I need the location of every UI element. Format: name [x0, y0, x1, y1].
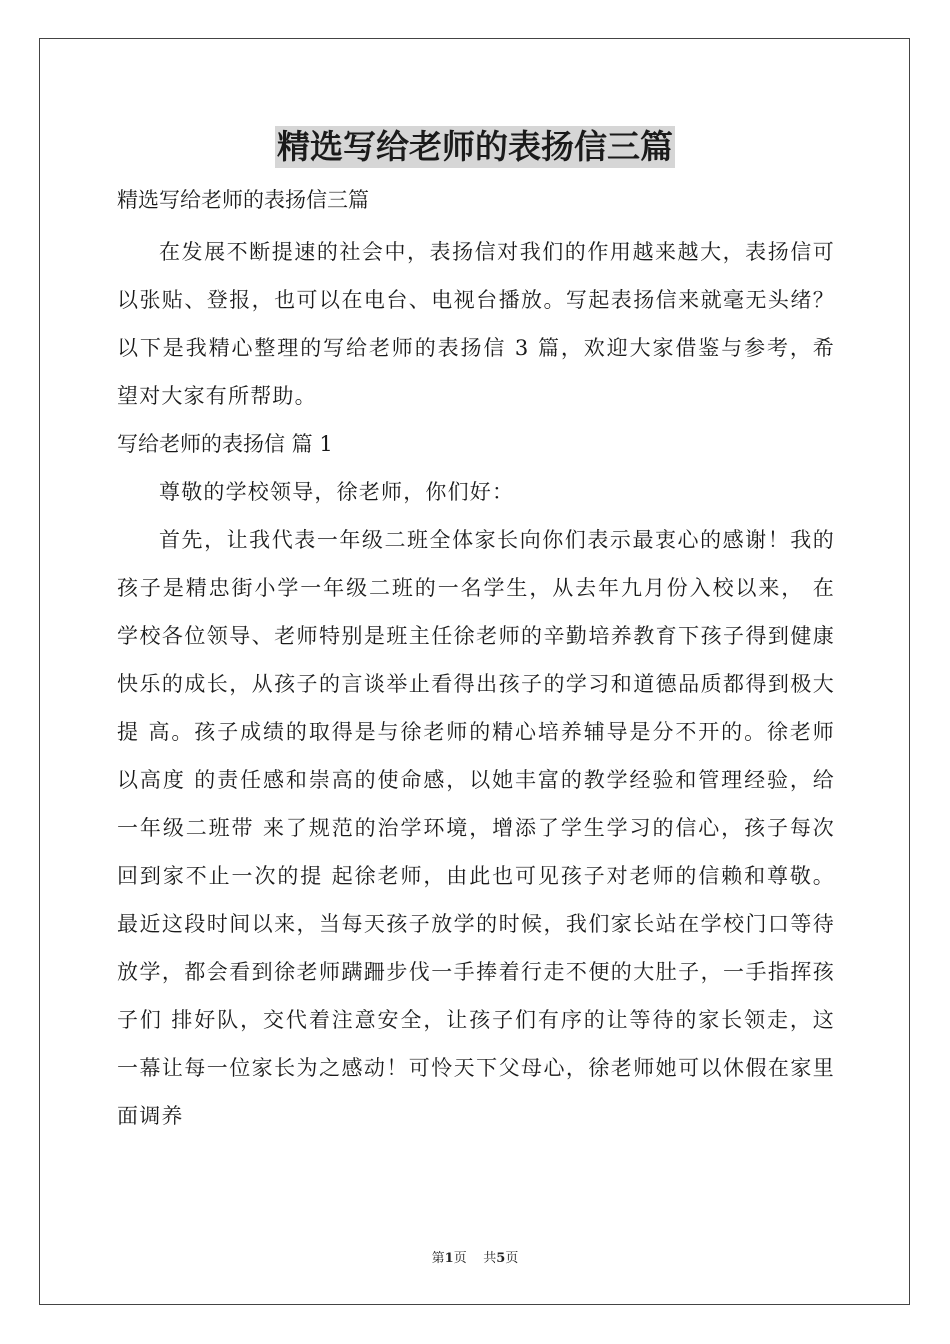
- footer-total-suffix: 页: [505, 1251, 519, 1266]
- page-footer: [0, 1247, 950, 1266]
- greeting-paragraph: 尊敬的学校领导，徐老师，你们好：: [159, 480, 515, 504]
- document-title: 精选写给老师的表扬信三篇: [277, 127, 673, 166]
- section-heading: 写给老师的表扬信 篇 1: [117, 432, 333, 456]
- footer-page-suffix: 页: [453, 1251, 467, 1266]
- footer-page-number: 1: [444, 1251, 454, 1266]
- title-wrap: [0, 126, 950, 168]
- intro-paragraph: 在发展不断提速的社会中，表扬信对我们的作用越来越大，表扬信可以张贴、登报，也可以在电台、电视台播放。写起表扬信来就毫无头绪？以下是我精心整理的写给老师的表扬信 3 篇，欢迎大家借鉴与参考，希望对大家有所帮助。: [117, 240, 835, 408]
- body-paragraph: 首先，让我代表一年级二班全体家长向你们表示最衷心的感谢！我的孩子是精忠街小学一年级二班的一名学生，从去年九月份入校以来， 在学校各位领导、老师特别是班主任徐老师的辛勤培养教育下孩子得到健康 快乐的成长，从孩子的言谈举止看得出孩子的学习和道德品质都得到极大提 高。孩子成绩的取得是与徐老师的精心培养辅导是分不开的。徐老师以高度 的责任感和崇高的使命感，以她丰富的教学经验和管理经验，给一年级二班带 来了规范的治学环境，增添了学生学习的信心，孩子每次回到家不止一次的提 起徐老师，由此也可见孩子对老师的信赖和尊敬。 最近这段时间以来，当每天孩子放学的时候，我们家长站在学校门口等待 放学，都会看到徐老师蹒跚步伐一手捧着行走不便的大肚子，一手指挥孩子们 排好队，交代着注意安全，让孩子们有序的让等待的家长领走，这一幕让每一位家长为之感动！可怜天下父母心，徐老师她可以休假在家里面调养: [117, 528, 835, 1128]
- document-body: [117, 176, 835, 1140]
- footer-page-prefix: 第: [431, 1251, 445, 1266]
- document-subtitle: 精选写给老师的表扬信三篇: [117, 188, 369, 212]
- footer-total-prefix: 共: [483, 1251, 497, 1266]
- footer-total-pages: 5: [496, 1251, 506, 1266]
